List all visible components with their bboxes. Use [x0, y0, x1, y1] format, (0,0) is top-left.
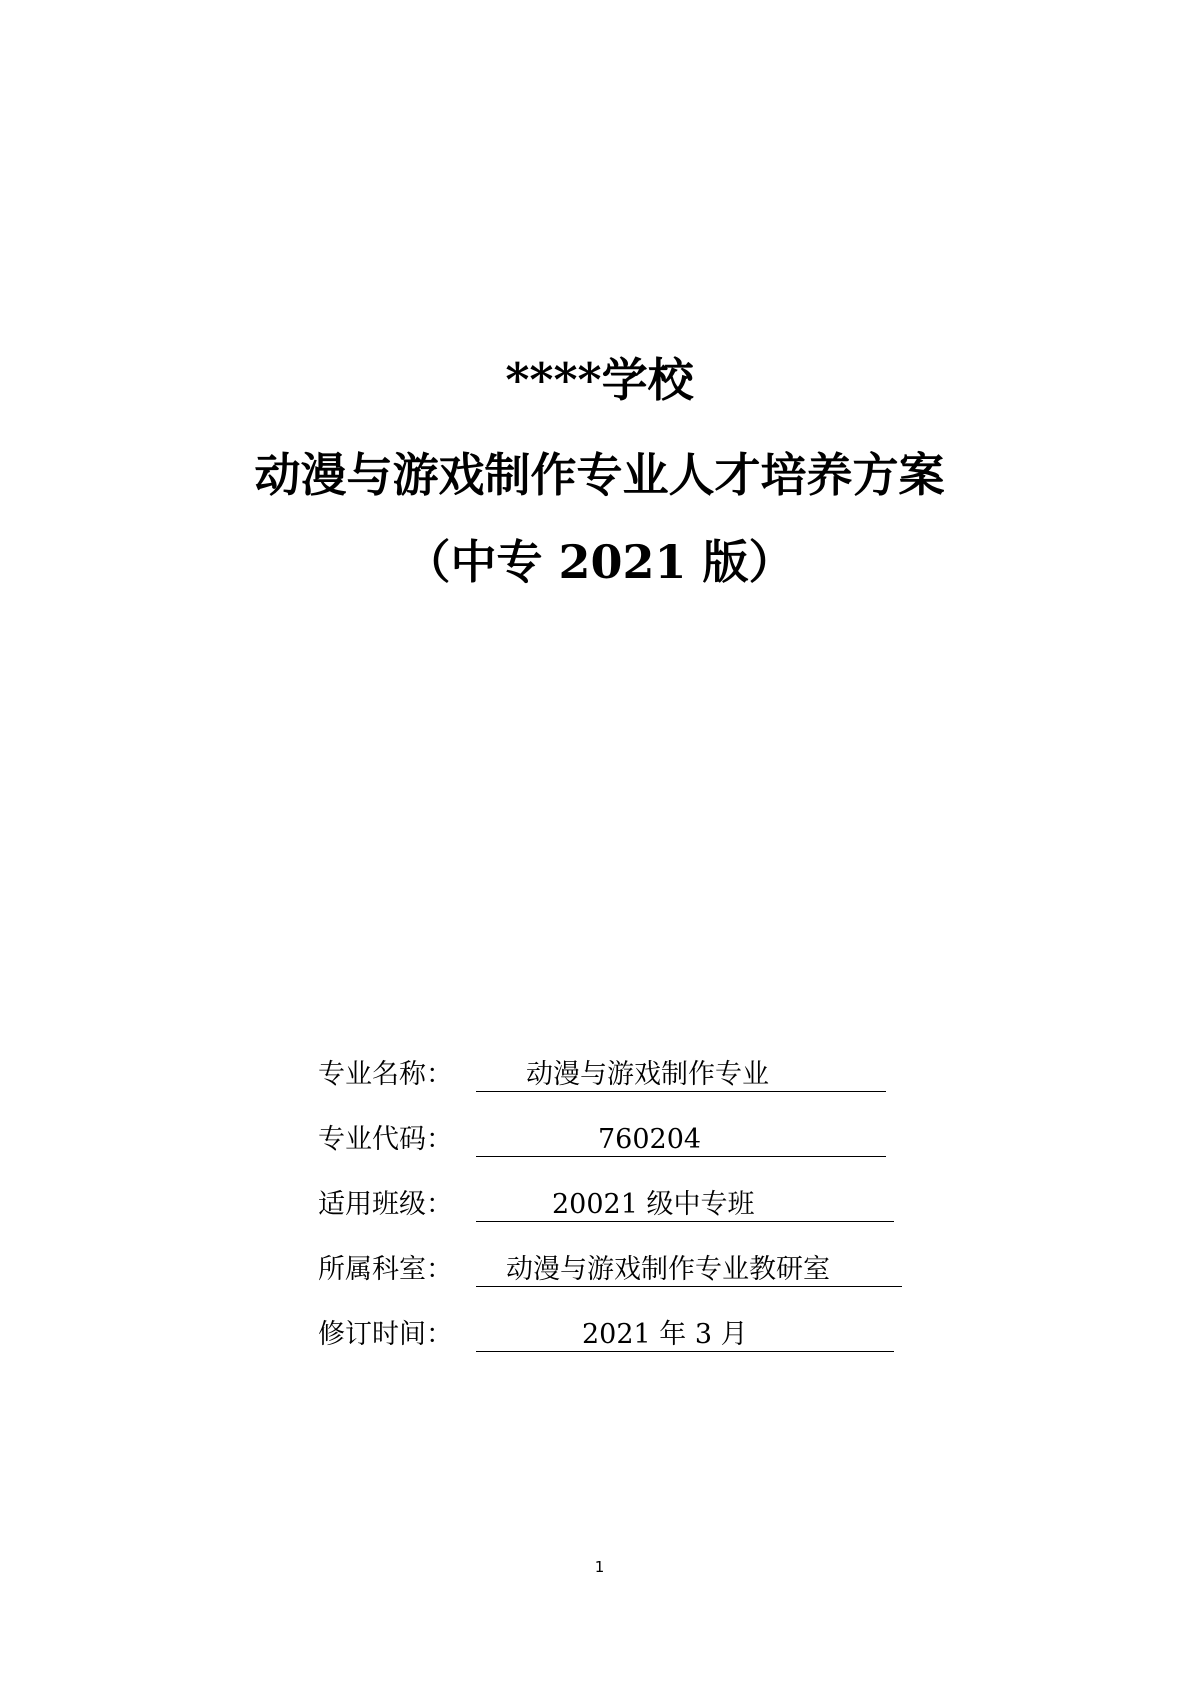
edition-subtitle: （中专 2021 版）: [404, 535, 795, 589]
document-title: 动漫与游戏制作专业人才培养方案: [254, 448, 945, 502]
info-value: 2021 年 3 月: [476, 1318, 894, 1352]
info-label: 适用班级：: [318, 1189, 453, 1220]
info-value: 动漫与游戏制作专业: [476, 1058, 886, 1092]
school-name-title: ****学校: [505, 353, 694, 407]
info-value: 动漫与游戏制作专业教研室: [476, 1253, 902, 1287]
info-value: 760204: [476, 1123, 886, 1157]
info-row-revision-date: [318, 1312, 894, 1352]
info-label: 所属科室：: [318, 1254, 453, 1285]
info-label: 专业名称：: [318, 1059, 453, 1090]
info-label: 修订时间：: [318, 1319, 453, 1350]
info-label: 专业代码：: [318, 1124, 453, 1155]
info-row-applicable-class: [318, 1182, 894, 1222]
page-number: 1: [594, 1558, 605, 1576]
info-row-department: [318, 1247, 902, 1287]
info-row-major-name: [318, 1052, 886, 1092]
info-value: 20021 级中专班: [476, 1188, 894, 1222]
info-row-major-code: [318, 1117, 886, 1157]
